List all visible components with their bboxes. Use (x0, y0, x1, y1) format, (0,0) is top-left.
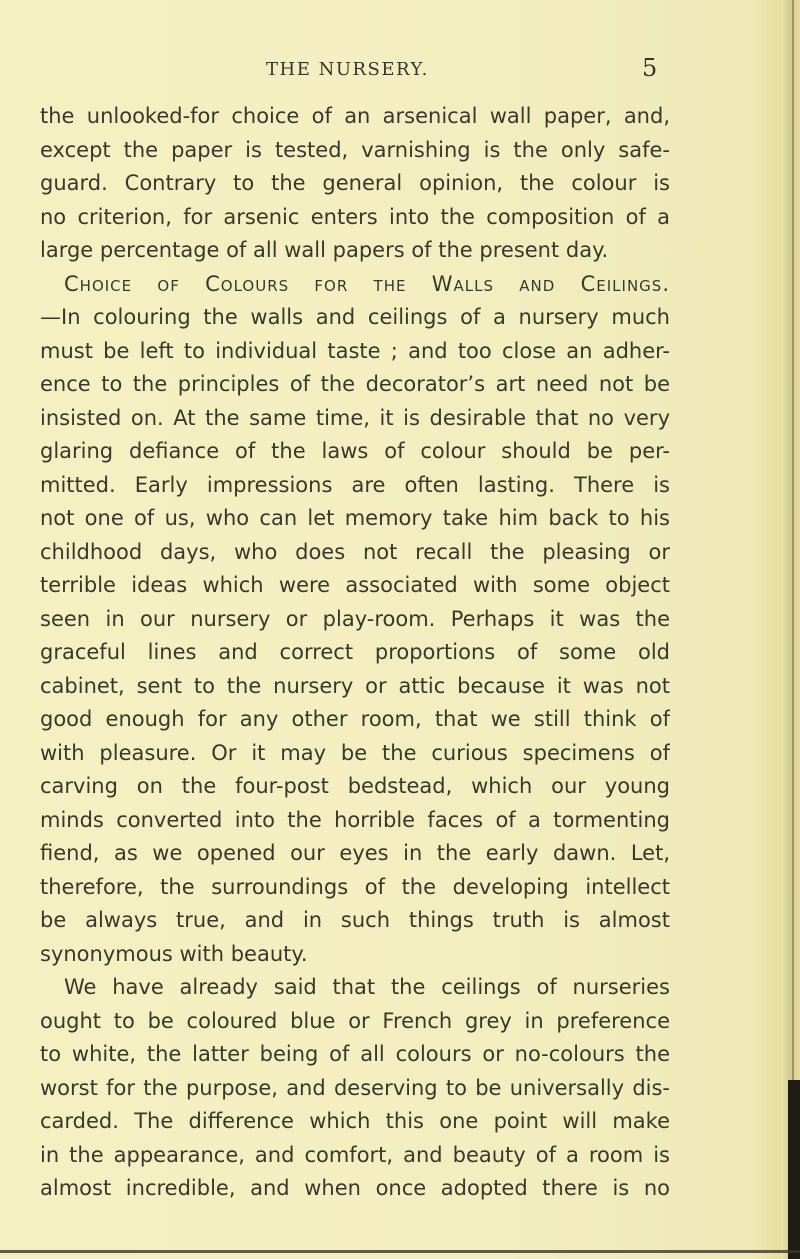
text-line: therefore, the surroundings of the developing intellect (40, 874, 670, 899)
text-line: graceful lines and correct proportions of some old (40, 640, 670, 664)
text-line: cabinet, sent to the nursery or attic because it was not (40, 673, 670, 698)
text-line: guard. Contrary to the general opinion, the colour is (40, 171, 670, 195)
text-line: large percentage of all wall papers of the present day. (40, 238, 609, 262)
text-line: not one of us, who can let memory take him back to his (40, 506, 670, 530)
text-line: no criterion, for arsenic enters into the composition of a (40, 204, 670, 229)
text-line: carving on the four-post bedstead, which our young (40, 774, 670, 798)
text-line: good enough for any other room, that we still think of (40, 707, 670, 731)
bottom-rule (0, 1250, 800, 1253)
text-line: with pleasure. Or it may be the curious specimens of (40, 740, 670, 765)
text-line: in the appearance, and comfort, and beauty of a room is (40, 1142, 670, 1167)
text-line: minds converted into the horrible faces of a tormenting (40, 807, 670, 832)
page-number: 5 (642, 54, 658, 82)
text-line: —In colouring the walls and ceilings of a nursery much (40, 305, 670, 329)
body-text (40, 100, 670, 1206)
page-edge-shadow (782, 0, 800, 1259)
text-line: insisted on. At the same time, it is desirable that no very (40, 405, 670, 430)
running-head (0, 52, 800, 84)
text-line: childhood days, who does not recall the pleasing or (40, 539, 670, 564)
text-line: seen in our nursery or play-room. Perhaps it was the (40, 606, 670, 631)
text-line: almost incredible, and when once adopted there is no (40, 1176, 670, 1200)
text-line: We have already said that the ceilings of nurseries (64, 975, 670, 999)
page-edge-mark (788, 1080, 800, 1259)
text-line: mitted. Early impressions are often lasting. There is (40, 472, 670, 497)
text-line: ence to the principles of the decorator’s art need not be (40, 372, 670, 396)
text-line: ought to be coloured blue or French grey in preference (40, 1008, 670, 1033)
text-line: terrible ideas which were associated with some object (40, 573, 670, 597)
text-line: except the paper is tested, varnishing is the only safe- (40, 137, 670, 162)
text-line: glaring defiance of the laws of colour should be per- (40, 439, 670, 463)
text-line: fiend, as we opened our eyes in the early dawn. Let, (40, 841, 670, 865)
running-head-title: THE NURSERY. (266, 59, 429, 80)
text-line: synonymous with beauty. (40, 941, 308, 966)
text-line: must be left to individual taste ; and too close an adher- (40, 338, 670, 363)
text-line: the unlooked-for choice of an arsenical wall paper, and, (40, 104, 670, 128)
text-line: be always true, and in such things truth is almost (40, 908, 670, 932)
text-line: worst for the purpose, and deserving to be universally dis- (40, 1075, 670, 1100)
section-heading: Choice of Colours for the Walls and Ceilings. (64, 271, 670, 296)
page-edge-line (792, 0, 794, 1259)
text-line: to white, the latter being of all colours or no-colours the (40, 1042, 670, 1066)
text-line: carded. The difference which this one point will make (40, 1109, 670, 1133)
